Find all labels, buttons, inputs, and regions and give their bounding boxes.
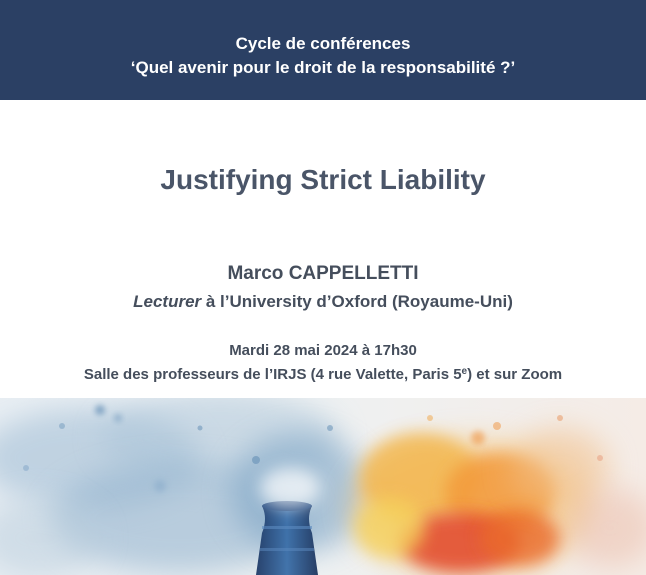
speaker-role: Lecturer (133, 292, 202, 311)
event-date: Mardi 28 mai 2024 à 17h30 (229, 342, 417, 359)
event-venue (0, 362, 646, 385)
speaker-affiliation (0, 291, 646, 313)
venue-text-end: ) et sur Zoom (467, 366, 563, 383)
series-label: Cycle de conférences (235, 34, 411, 53)
watercolor-illustration (0, 398, 646, 575)
talk-title: Justifying Strict Liability (160, 164, 486, 195)
venue-text: Salle des professeurs de l’IRJS (4 rue Valette, Paris 5 (83, 366, 462, 383)
speaker-name: Marco CAPPELLETTI (227, 263, 419, 284)
speaker-institution: à l’University d’Oxford (Royaume-Uni) (201, 292, 513, 311)
series-title: ‘Quel avenir pour le droit de la responsabilité ?’ (130, 58, 516, 77)
venue-superscript: e (461, 366, 468, 377)
header-banner (0, 0, 646, 100)
